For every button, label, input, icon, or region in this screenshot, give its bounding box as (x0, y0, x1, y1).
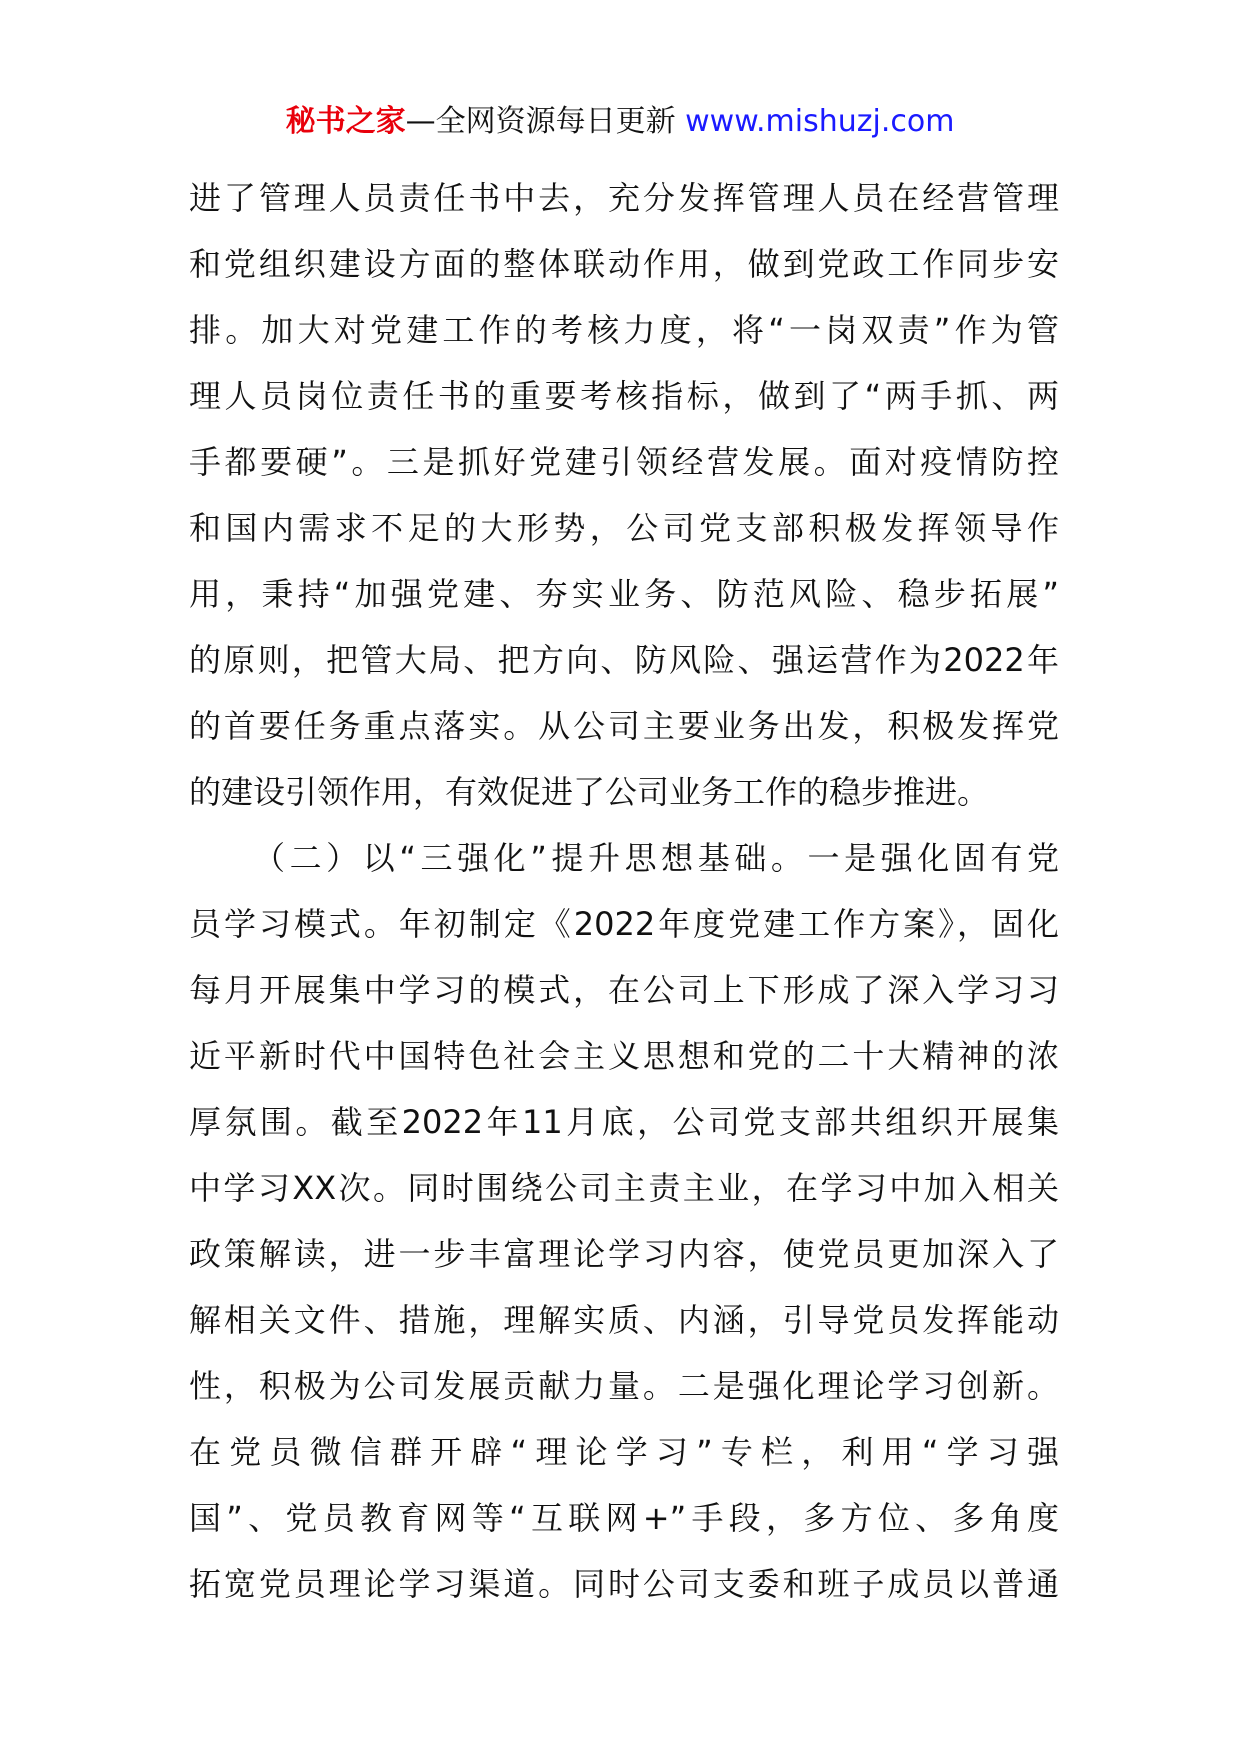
text-line: 排。加大对党建工作的考核力度，将“一岗双责”作为管 (189, 311, 1059, 349)
text-line: 中学习XX次。同时围绕公司主责主业，在学习中加入相关 (189, 1169, 1059, 1207)
text-line: 进了管理人员责任书中去，充分发挥管理人员在经营管理 (189, 179, 1059, 217)
text-line: 每月开展集中学习的模式，在公司上下形成了深入学习习 (189, 971, 1059, 1009)
text-line: 国”、党员教育网等“互联网+”手段，多方位、多角度 (189, 1499, 1059, 1537)
text-line: 和国内需求不足的大形势，公司党支部积极发挥领导作 (189, 509, 1059, 547)
text-line: 在党员微信群开辟“理论学习”专栏，利用“学习强 (189, 1433, 1059, 1471)
text-line: 近平新时代中国特色社会主义思想和党的二十大精神的浓 (189, 1037, 1059, 1075)
text-line: 厚氛围。截至2022年11月底，公司党支部共组织开展集 (189, 1103, 1059, 1141)
text-line: 理人员岗位责任书的重要考核指标，做到了“两手抓、两 (189, 377, 1059, 415)
text-line: 解相关文件、措施，理解实质、内涵，引导党员发挥能动 (189, 1301, 1059, 1339)
text-line: 的建设引领作用，有效促进了公司业务工作的稳步推进。 (189, 773, 990, 811)
site-url-link[interactable]: www.mishuzj.com (685, 104, 955, 139)
text-line: 用，秉持“加强党建、夯实业务、防范风险、稳步拓展” (189, 575, 1059, 613)
header-tagline: —全网资源每日更新 (405, 104, 676, 139)
text-line: 员学习模式。年初制定《2022年度党建工作方案》，固化 (189, 905, 1059, 943)
paragraph-first-line: （二）以“三强化”提升思想基础。一是强化固有党 (253, 839, 1059, 877)
document-body (189, 165, 1059, 1617)
watermark-header (0, 100, 1240, 144)
text-line: 拓宽党员理论学习渠道。同时公司支委和班子成员以普通 (189, 1565, 1059, 1603)
text-line: 和党组织建设方面的整体联动作用，做到党政工作同步安 (189, 245, 1059, 283)
text-line: 的首要任务重点落实。从公司主要业务出发，积极发挥党 (189, 707, 1059, 745)
text-line: 手都要硬”。三是抓好党建引领经营发展。面对疫情防控 (189, 443, 1059, 481)
text-line: 政策解读，进一步丰富理论学习内容，使党员更加深入了 (189, 1235, 1059, 1273)
text-line: 性，积极为公司发展贡献力量。二是强化理论学习创新。 (189, 1367, 1059, 1405)
brand-name: 秘书之家 (285, 104, 406, 139)
text-line: 的原则，把管大局、把方向、防风险、强运营作为2022年 (189, 641, 1059, 679)
